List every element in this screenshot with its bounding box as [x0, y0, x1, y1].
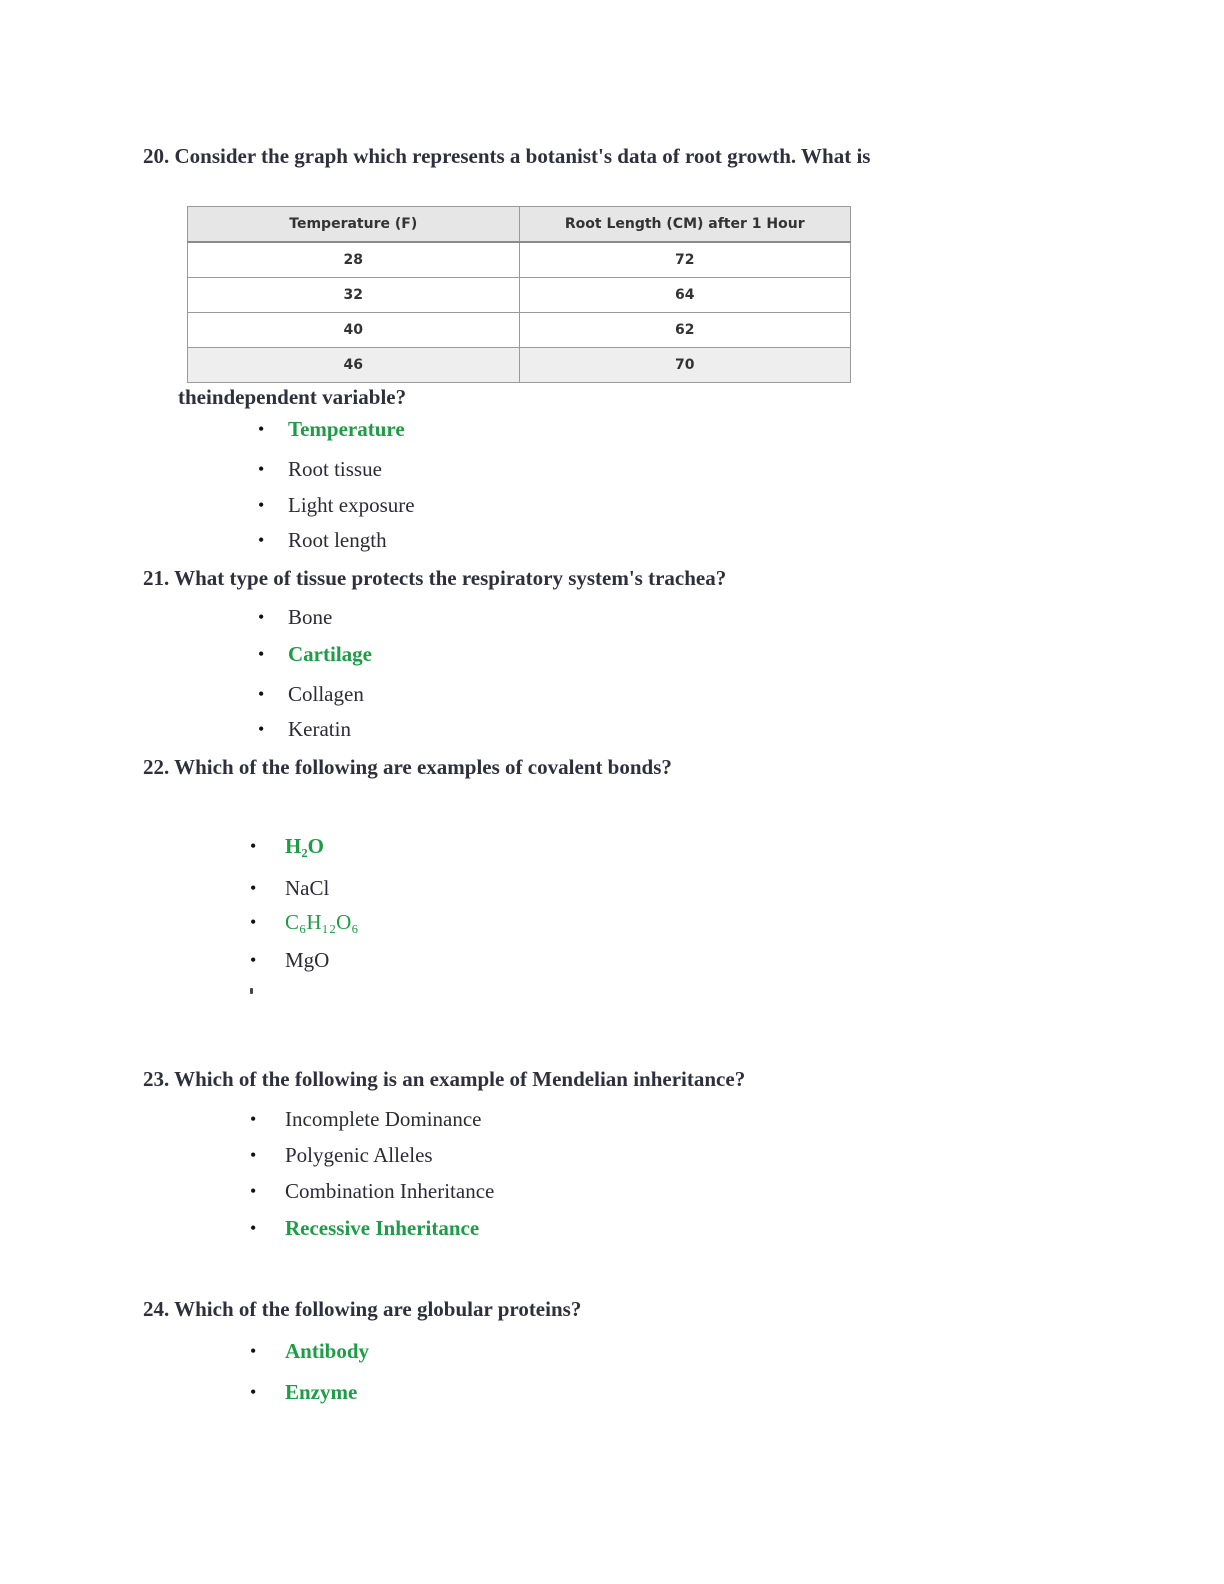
bullet-icon: •: [258, 644, 265, 664]
option-label: Root tissue: [288, 457, 382, 481]
table-header-root-length: Root Length (CM) after 1 Hour: [519, 207, 851, 243]
bullet-icon: •: [258, 495, 265, 515]
question-20-text-continued: theindependent variable?: [178, 385, 407, 409]
bullet-icon: •: [250, 1109, 257, 1129]
option-label: Cartilage: [288, 642, 372, 666]
option-label: Root length: [288, 528, 387, 552]
bullet-icon: •: [250, 1382, 257, 1402]
bullet-icon: •: [258, 530, 265, 550]
table-cell: 72: [519, 242, 851, 278]
option-label: Light exposure: [288, 493, 415, 517]
bullet-icon: •: [258, 419, 265, 439]
table-row: [188, 242, 851, 278]
table-header-row: [188, 207, 851, 243]
bullet-icon: •: [250, 1145, 257, 1165]
option-label: Incomplete Dominance: [285, 1107, 482, 1131]
question-24-text: 24. Which of the following are globular proteins?: [143, 1297, 582, 1321]
option-label: Recessive Inheritance: [285, 1216, 480, 1240]
question-21-text: 21. What type of tissue protects the respiratory system's trachea?: [143, 566, 727, 590]
option-label: Temperature: [288, 417, 405, 441]
bullet-icon: •: [250, 1341, 257, 1361]
bullet-icon: •: [250, 1181, 257, 1201]
bullet-icon: •: [258, 684, 265, 704]
bullet-icon: •: [258, 607, 265, 627]
option-label: Antibody: [285, 1339, 370, 1363]
option-label: Bone: [288, 605, 333, 629]
bullet-icon: •: [250, 836, 257, 856]
bullet-icon: •: [258, 719, 265, 739]
option-label: Keratin: [288, 717, 351, 741]
table-cell: 64: [519, 278, 851, 313]
option-label: MgO: [285, 948, 330, 972]
option-label: NaCl: [285, 876, 330, 900]
table-cell: 62: [519, 313, 851, 348]
root-growth-table: [187, 206, 851, 383]
question-20-text: 20. Consider the graph which represents a botanist's data of root growth. What is: [143, 144, 871, 168]
bullet-icon: •: [250, 878, 257, 898]
stray-mark: [250, 988, 253, 994]
question-23-text: 23. Which of the following is an example of Mendelian inheritance?: [143, 1067, 746, 1091]
table-row: [188, 348, 851, 383]
table-cell: 70: [519, 348, 851, 383]
option-label: Collagen: [288, 682, 364, 706]
option-label: Enzyme: [285, 1380, 358, 1404]
option-label: Combination Inheritance: [285, 1179, 495, 1203]
bullet-icon: •: [250, 1218, 257, 1238]
table-cell: 32: [188, 278, 520, 313]
option-label: H₂O: [285, 834, 324, 858]
table-row: [188, 313, 851, 348]
option-label: Polygenic Alleles: [285, 1143, 433, 1167]
bullet-icon: •: [250, 950, 257, 970]
question-22-text: 22. Which of the following are examples of covalent bonds?: [143, 755, 672, 779]
option-label: C₆H₁₂O₆: [285, 910, 359, 934]
bullet-icon: •: [250, 912, 257, 932]
table-cell: 46: [188, 348, 520, 383]
table-header-temperature: Temperature (F): [188, 207, 520, 243]
table-row: [188, 278, 851, 313]
bullet-icon: •: [258, 459, 265, 479]
table-cell: 40: [188, 313, 520, 348]
table-cell: 28: [188, 242, 520, 278]
